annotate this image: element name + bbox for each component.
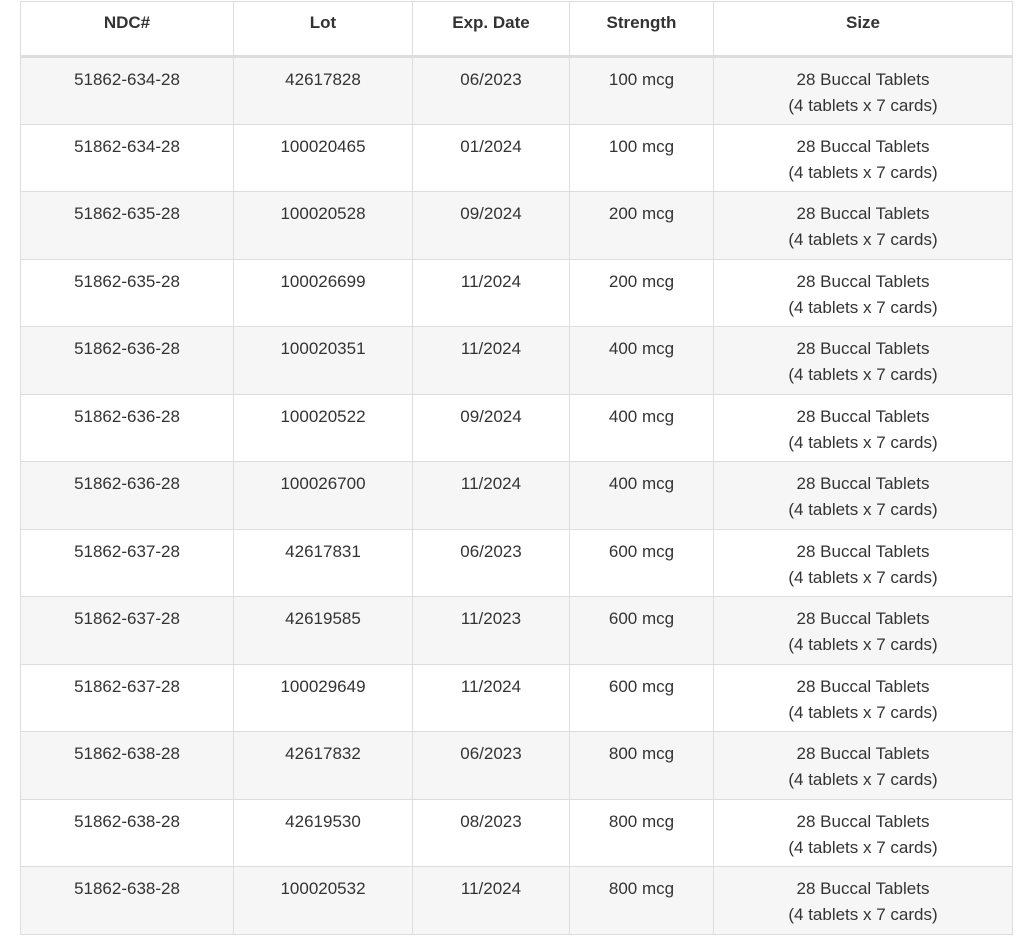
table-row bbox=[21, 394, 1013, 462]
cell-size bbox=[714, 327, 1013, 395]
size-detail: (4 tablets x 7 cards) bbox=[788, 702, 938, 722]
cell-ndc: 51862-638-28 bbox=[21, 732, 234, 800]
cell-ndc: 51862-636-28 bbox=[21, 327, 234, 395]
cell-lot: 100020522 bbox=[234, 394, 413, 462]
cell-size bbox=[714, 259, 1013, 327]
cell-size bbox=[714, 664, 1013, 732]
cell-strength: 600 mcg bbox=[570, 664, 714, 732]
size-primary: 28 Buccal Tablets bbox=[796, 744, 930, 763]
cell-size bbox=[714, 597, 1013, 665]
table-row bbox=[21, 462, 1013, 530]
table-row bbox=[21, 529, 1013, 597]
table-row bbox=[21, 867, 1013, 935]
size-primary: 28 Buccal Tablets bbox=[796, 879, 930, 898]
table-row bbox=[21, 192, 1013, 260]
size-detail: (4 tablets x 7 cards) bbox=[788, 500, 938, 519]
recall-table-container bbox=[20, 1, 1012, 935]
size-primary: 28 Buccal Tablets bbox=[796, 541, 930, 561]
cell-exp-date: 11/2024 bbox=[413, 462, 570, 530]
table-header bbox=[21, 2, 1013, 57]
cell-exp-date: 11/2023 bbox=[413, 597, 570, 665]
header-lot: Lot bbox=[234, 2, 413, 57]
cell-ndc: 51862-635-28 bbox=[21, 192, 234, 260]
cell-strength: 200 mcg bbox=[570, 192, 714, 260]
cell-lot: 100026699 bbox=[234, 259, 413, 327]
size-primary: 28 Buccal Tablets bbox=[796, 271, 930, 291]
cell-lot: 100020532 bbox=[234, 867, 413, 935]
cell-size bbox=[714, 57, 1013, 125]
header-row bbox=[21, 2, 1013, 57]
size-detail: (4 tablets x 7 cards) bbox=[788, 635, 938, 654]
cell-size bbox=[714, 867, 1013, 935]
table-row bbox=[21, 57, 1013, 125]
cell-size bbox=[714, 394, 1013, 462]
cell-ndc: 51862-636-28 bbox=[21, 462, 234, 530]
table-row bbox=[21, 327, 1013, 395]
cell-strength: 600 mcg bbox=[570, 529, 714, 597]
header-size: Size bbox=[714, 2, 1013, 57]
size-detail: (4 tablets x 7 cards) bbox=[788, 567, 938, 587]
cell-lot: 42619585 bbox=[234, 597, 413, 665]
cell-strength: 400 mcg bbox=[570, 327, 714, 395]
size-primary: 28 Buccal Tablets bbox=[796, 136, 930, 156]
cell-exp-date: 09/2024 bbox=[413, 192, 570, 260]
size-primary: 28 Buccal Tablets bbox=[796, 70, 930, 89]
cell-ndc: 51862-636-28 bbox=[21, 394, 234, 462]
header-strength: Strength bbox=[570, 2, 714, 57]
cell-exp-date: 01/2024 bbox=[413, 124, 570, 192]
cell-exp-date: 08/2023 bbox=[413, 799, 570, 867]
cell-strength: 800 mcg bbox=[570, 732, 714, 800]
cell-ndc: 51862-634-28 bbox=[21, 57, 234, 125]
size-detail: (4 tablets x 7 cards) bbox=[788, 837, 938, 857]
cell-size bbox=[714, 529, 1013, 597]
cell-lot: 42617828 bbox=[234, 57, 413, 125]
cell-ndc: 51862-637-28 bbox=[21, 664, 234, 732]
table-row bbox=[21, 259, 1013, 327]
size-detail: (4 tablets x 7 cards) bbox=[788, 365, 938, 384]
cell-exp-date: 11/2024 bbox=[413, 867, 570, 935]
cell-exp-date: 11/2024 bbox=[413, 327, 570, 395]
cell-strength: 800 mcg bbox=[570, 867, 714, 935]
header-ndc: NDC# bbox=[21, 2, 234, 57]
cell-lot: 42617832 bbox=[234, 732, 413, 800]
table-row bbox=[21, 597, 1013, 665]
cell-lot: 100020465 bbox=[234, 124, 413, 192]
size-primary: 28 Buccal Tablets bbox=[796, 676, 930, 696]
cell-strength: 400 mcg bbox=[570, 394, 714, 462]
cell-ndc: 51862-638-28 bbox=[21, 799, 234, 867]
size-primary: 28 Buccal Tablets bbox=[796, 204, 930, 223]
header-exp-date: Exp. Date bbox=[413, 2, 570, 57]
table-body bbox=[21, 57, 1013, 935]
cell-exp-date: 06/2023 bbox=[413, 57, 570, 125]
size-detail: (4 tablets x 7 cards) bbox=[788, 230, 938, 249]
cell-exp-date: 06/2023 bbox=[413, 732, 570, 800]
cell-lot: 42619530 bbox=[234, 799, 413, 867]
size-detail: (4 tablets x 7 cards) bbox=[788, 770, 938, 789]
cell-exp-date: 11/2024 bbox=[413, 664, 570, 732]
cell-strength: 400 mcg bbox=[570, 462, 714, 530]
cell-strength: 600 mcg bbox=[570, 597, 714, 665]
size-primary: 28 Buccal Tablets bbox=[796, 406, 930, 426]
cell-strength: 200 mcg bbox=[570, 259, 714, 327]
cell-strength: 100 mcg bbox=[570, 57, 714, 125]
size-detail: (4 tablets x 7 cards) bbox=[788, 96, 938, 115]
cell-strength: 800 mcg bbox=[570, 799, 714, 867]
size-primary: 28 Buccal Tablets bbox=[796, 811, 930, 831]
cell-lot: 100020351 bbox=[234, 327, 413, 395]
cell-ndc: 51862-634-28 bbox=[21, 124, 234, 192]
size-detail: (4 tablets x 7 cards) bbox=[788, 297, 938, 317]
cell-ndc: 51862-637-28 bbox=[21, 597, 234, 665]
cell-ndc: 51862-635-28 bbox=[21, 259, 234, 327]
table-row bbox=[21, 124, 1013, 192]
cell-exp-date: 06/2023 bbox=[413, 529, 570, 597]
cell-ndc: 51862-638-28 bbox=[21, 867, 234, 935]
size-detail: (4 tablets x 7 cards) bbox=[788, 162, 938, 182]
cell-size bbox=[714, 192, 1013, 260]
size-detail: (4 tablets x 7 cards) bbox=[788, 905, 938, 924]
recall-lot-table bbox=[20, 1, 1013, 935]
table-row bbox=[21, 799, 1013, 867]
size-primary: 28 Buccal Tablets bbox=[796, 339, 930, 358]
cell-size bbox=[714, 732, 1013, 800]
cell-exp-date: 09/2024 bbox=[413, 394, 570, 462]
table-row bbox=[21, 732, 1013, 800]
cell-size bbox=[714, 462, 1013, 530]
cell-ndc: 51862-637-28 bbox=[21, 529, 234, 597]
cell-lot: 100020528 bbox=[234, 192, 413, 260]
size-primary: 28 Buccal Tablets bbox=[796, 474, 930, 493]
size-detail: (4 tablets x 7 cards) bbox=[788, 432, 938, 452]
cell-size bbox=[714, 799, 1013, 867]
size-primary: 28 Buccal Tablets bbox=[796, 609, 930, 628]
cell-lot: 100029649 bbox=[234, 664, 413, 732]
cell-exp-date: 11/2024 bbox=[413, 259, 570, 327]
cell-lot: 100026700 bbox=[234, 462, 413, 530]
cell-size bbox=[714, 124, 1013, 192]
table-row bbox=[21, 664, 1013, 732]
cell-lot: 42617831 bbox=[234, 529, 413, 597]
cell-strength: 100 mcg bbox=[570, 124, 714, 192]
